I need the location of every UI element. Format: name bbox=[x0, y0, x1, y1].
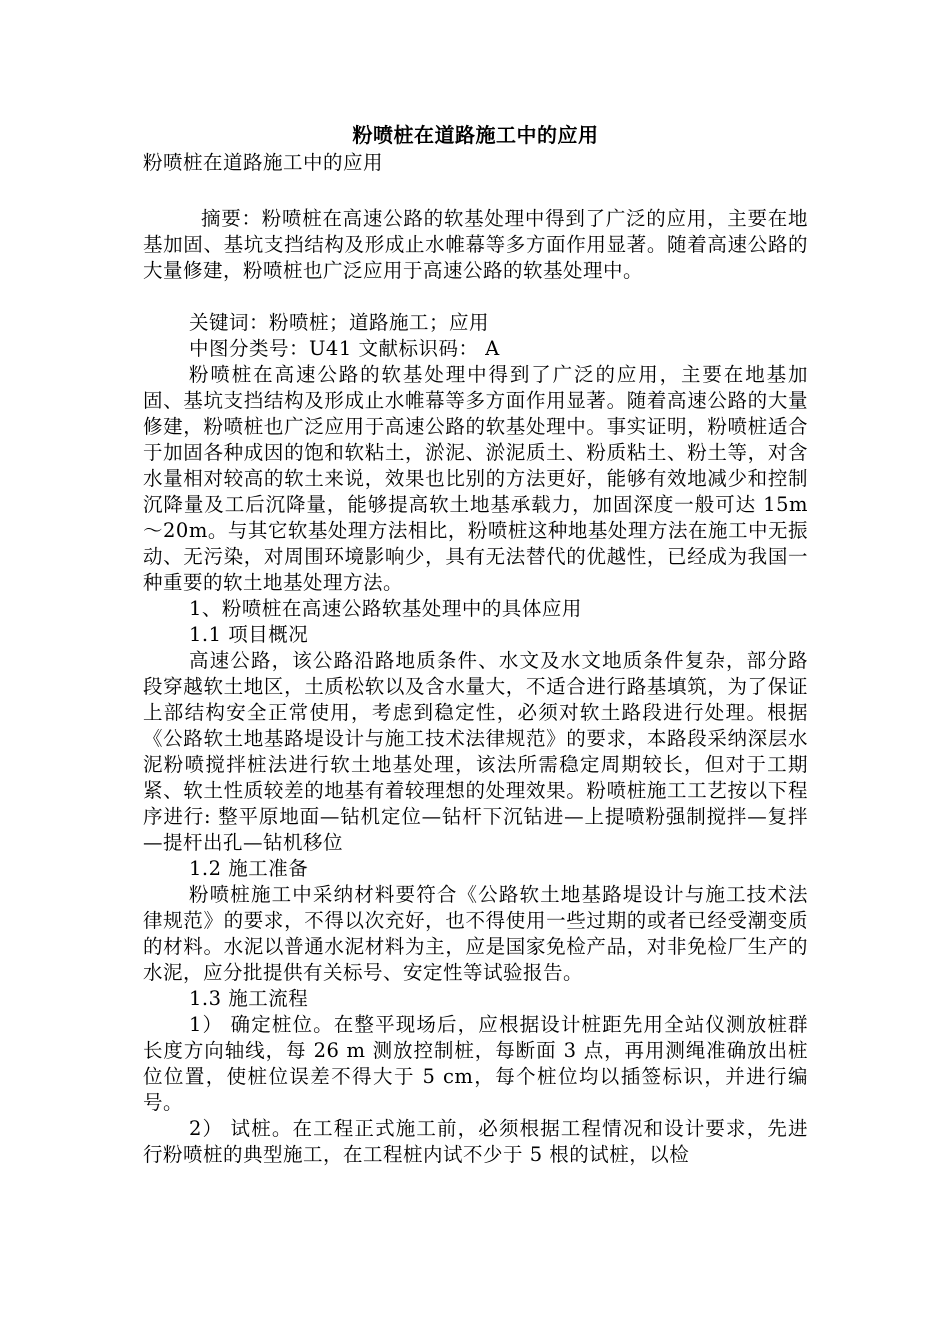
section-1-3-heading: 1.3 施工流程 bbox=[189, 987, 309, 1010]
section-1-1-paragraph: 高速公路，该公路沿路地质条件、水文及水文地质条件复杂，部分路段穿越软土地区，土质松软以及含水量大，不适合进行路基填筑，为了保证上部结构安全正常使用，考虑到稳定性，必须对软土路段进行处理。根据《公路软土地基路堤设计与施工技术法律规范》的要求，本路段采纳深层水泥粉喷搅拌桩法进行软土地基处理，该法所需稳定周期较长，但对于工期紧、软土性质较差的地基有着较理想的处理效果。粉喷桩施工工艺按以下程序进行: 整平原地面—钻机定位—钻杆下沉钻进—上提喷粉强制搅拌—复拌—提杆出孔—钻机移位 bbox=[143, 649, 808, 854]
intro-paragraph: 粉喷桩在高速公路的软基处理中得到了广泛的应用，主要在地基加固、基坑支挡结构及形成止水帷幕等多方面作用显著。随着高速公路的大量修建，粉喷桩也广泛应用于高速公路的软基处理中。事实证明，粉喷桩适合于加固各种成因的饱和软粘土，淤泥、淤泥质土、粉质粘土、粉土等，对含水量相对较高的软土来说，效果也比别的方法更好，能够有效地减少和控制沉降量及工后沉降量，能够提高软土地基承载力，加固深度一般可达 15m ～20m。与其它软基处理方法相比，粉喷桩这种地基处理方法在施工中无振动、无污染，对周围环境影响少，具有无法替代的优越性，已经成为我国一种重要的软土地基处理方法。 bbox=[143, 363, 808, 594]
section-1-heading: 1、粉喷桩在高速公路软基处理中的具体应用 bbox=[189, 597, 582, 620]
document-page bbox=[143, 120, 808, 1168]
classification-line: 中图分类号：U41 文献标识码： A bbox=[189, 337, 500, 360]
section-1-2-paragraph: 粉喷桩施工中采纳材料要符合《公路软土地基路堤设计与施工技术法律规范》的要求，不得以次充好，也不得使用一些过期的或者已经受潮变质的材料。水泥以普通水泥材料为主，应是国家免检产品，对非免检厂生产的水泥，应分批提供有关标号、安定性等试验报告。 bbox=[143, 883, 808, 984]
section-1-2-heading: 1.2 施工准备 bbox=[189, 857, 309, 880]
document-title: 粉喷桩在道路施工中的应用 bbox=[352, 123, 599, 147]
step-2-paragraph: 2） 试桩。在工程正式施工前，必须根据工程情况和设计要求，先进行粉喷桩的典型施工，在工程桩内试不少于 5 根的试桩，以检 bbox=[143, 1117, 808, 1166]
document-subtitle: 粉喷桩在道路施工中的应用 bbox=[143, 151, 384, 174]
section-1-1-heading: 1.1 项目概况 bbox=[189, 623, 309, 646]
keywords-line: 关键词：粉喷桩；道路施工；应用 bbox=[189, 311, 490, 334]
step-1-paragraph: 1） 确定桩位。在整平现场后，应根据设计桩距先用全站仪测放桩群长度方向轴线，每 26 m 测放控制桩，每断面 3 点，再用测绳准确放出桩位位置，使桩位误差不得大于 5 cm，每个桩位均以插签标识，并进行编号。 bbox=[143, 1013, 808, 1114]
abstract-paragraph: 摘要：粉喷桩在高速公路的软基处理中得到了广泛的应用，主要在地基加固、基坑支挡结构及形成止水帷幕等多方面作用显著。随着高速公路的大量修建，粉喷桩也广泛应用于高速公路的软基处理中。 bbox=[143, 207, 808, 282]
